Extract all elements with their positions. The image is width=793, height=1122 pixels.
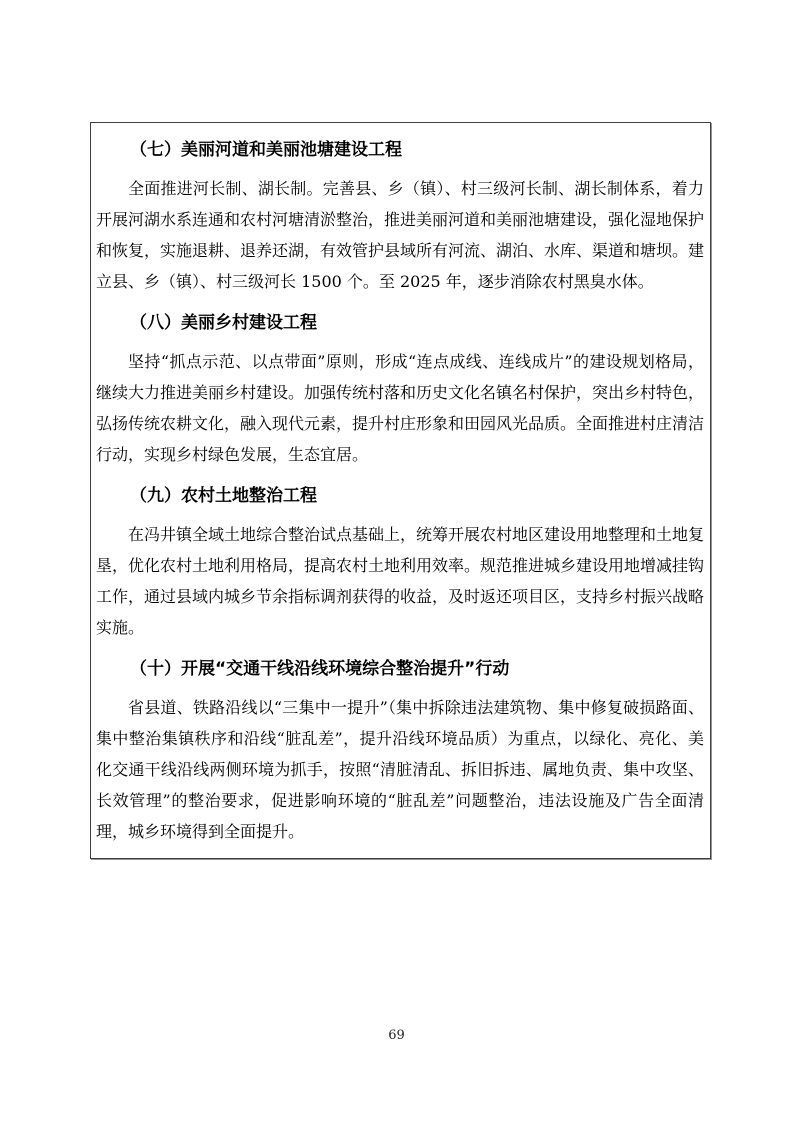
- section-heading: （十）开展“交通干线沿线环境综合整治提升”行动: [130, 659, 510, 679]
- section-heading: （七）美丽河道和美丽池塘建设工程: [130, 140, 402, 160]
- section-9-rural-land: [96, 485, 704, 643]
- section-8-beautiful-villages: [96, 312, 704, 470]
- page-number: 69: [388, 1028, 405, 1043]
- section-heading: （九）农村土地整治工程: [130, 486, 317, 506]
- section-paragraph: 省县道、铁路沿线以“三集中一提升”（集中拆除违法建筑物、集中修复破损路面、集中整治集镇秩序和沿线“脏乱差”，提升沿线环境品质）为重点，以绿化、亮化、美化交通干线沿线两侧环境为抓手，按照“清脏清乱、拆旧拆违、属地负责、集中攻坚、长效管理”的整治要求，促进影响环境的“脏乱差”问题整治，违法设施及广告全面清理，城乡环境得到全面提升。: [96, 698, 704, 841]
- section-paragraph: 全面推进河长制、湖长制。完善县、乡（镇）、村三级河长制、湖长制体系，着力开展河湖水系连通和农村河塘清淤整治，推进美丽河道和美丽池塘建设，强化湿地保护和恢复，实施退耕、退养还湖，有效管护县域所有河流、湖泊、水库、渠道和塘坝。建立县、乡（镇）、村三级河长 1500 个。至 2025 年，逐步消除农村黑臭水体。: [96, 179, 705, 291]
- section-7-beautiful-rivers: [96, 139, 704, 297]
- section-paragraph: 坚持“抓点示范、以点带面”原则，形成“连点成线、连线成片”的建设规划格局，继续大力推进美丽乡村建设。加强传统村落和历史文化名镇名村保护，突出乡村特色，弘扬传统农耕文化，融入现代元素，提升村庄形象和田园风光品质。全面推进村庄清洁行动，实现乡村绿色发展，生态宜居。: [96, 352, 705, 464]
- section-heading: （八）美丽乡村建设工程: [130, 313, 317, 333]
- content-table-cell: [90, 122, 711, 859]
- section-10-traffic-corridor: [96, 658, 704, 847]
- section-paragraph: 在冯井镇全域土地综合整治试点基础上，统筹开展农村地区建设用地整理和土地复垦，优化农村土地利用格局，提高农村土地利用效率。规范推进城乡建设用地增减挂钩工作，通过县域内城乡节余指标调剂获得的收益，及时返还项目区，支持乡村振兴战略实施。: [96, 525, 705, 637]
